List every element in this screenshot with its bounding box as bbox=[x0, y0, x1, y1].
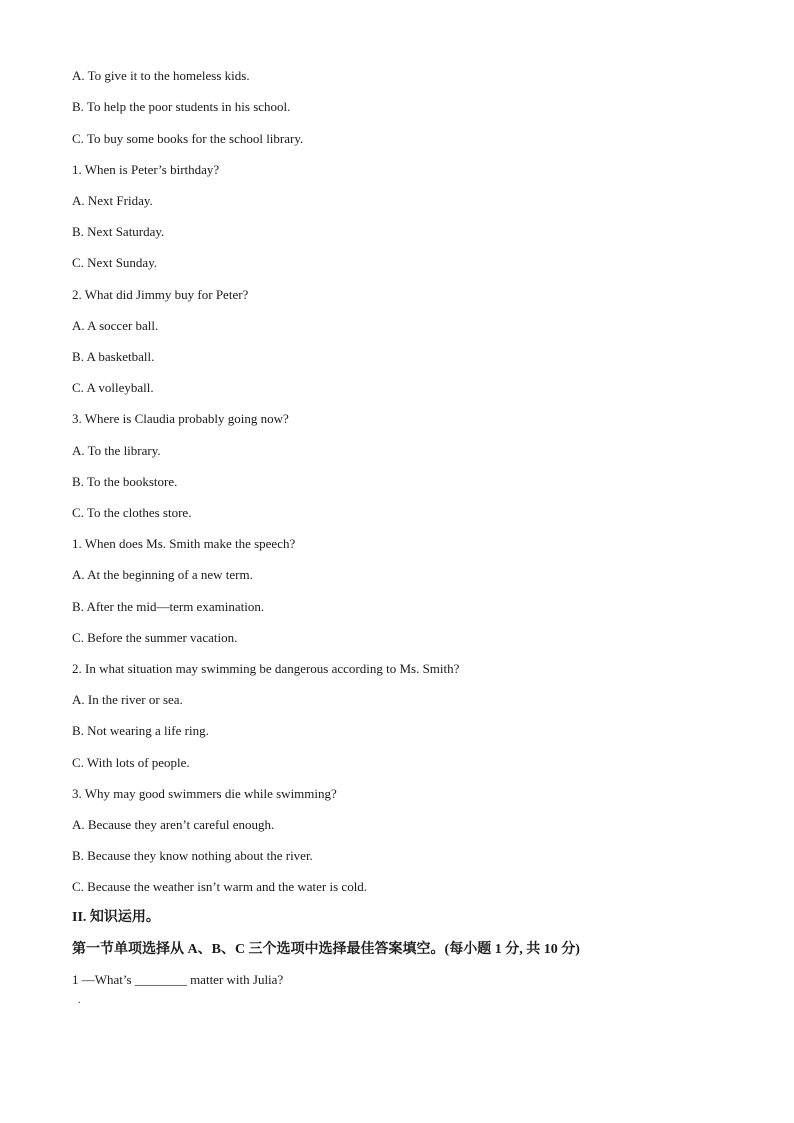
option-line: A. A soccer ball. bbox=[72, 318, 159, 333]
option-line: A. In the river or sea. bbox=[72, 692, 183, 707]
option-line: B. Next Saturday. bbox=[72, 224, 165, 239]
section-heading: II. 知识运用。 bbox=[72, 910, 160, 925]
option-line: A. Next Friday. bbox=[72, 193, 153, 208]
option-line: B. To the bookstore. bbox=[72, 474, 178, 489]
option-line: C. A volleyball. bbox=[72, 380, 154, 395]
option-line: C. To buy some books for the school library. bbox=[72, 131, 304, 146]
option-line: C. To the clothes store. bbox=[72, 505, 192, 520]
option-line: A. Because they aren’t careful enough. bbox=[72, 817, 275, 832]
question-line: 3. Where is Claudia probably going now? bbox=[72, 411, 289, 426]
question-number-dot: . bbox=[78, 995, 81, 1006]
question-line: 1. When does Ms. Smith make the speech? bbox=[72, 536, 296, 551]
option-line: C. With lots of people. bbox=[72, 755, 190, 770]
option-line: C. Before the summer vacation. bbox=[72, 630, 238, 645]
question-line: 2. In what situation may swimming be dangerous according to Ms. Smith? bbox=[72, 661, 460, 676]
question-line: 2. What did Jimmy buy for Peter? bbox=[72, 287, 249, 302]
option-line: A. To give it to the homeless kids. bbox=[72, 68, 250, 83]
question-line: 3. Why may good swimmers die while swimming? bbox=[72, 786, 337, 801]
question-line: 1. When is Peter’s birthday? bbox=[72, 162, 220, 177]
question-line: 1 —What’s ________ matter with Julia? bbox=[72, 972, 284, 987]
section-instruction: 第一节单项选择从 A、B、C 三个选项中选择最佳答案填空。(每小题 1 分, 共 10 分) bbox=[72, 942, 580, 957]
option-line: B. To help the poor students in his school. bbox=[72, 99, 291, 114]
option-line: A. To the library. bbox=[72, 443, 161, 458]
option-line: A. At the beginning of a new term. bbox=[72, 567, 253, 582]
option-line: C. Because the weather isn’t warm and the water is cold. bbox=[72, 879, 368, 894]
option-line: C. Next Sunday. bbox=[72, 255, 158, 270]
option-line: B. Because they know nothing about the river. bbox=[72, 848, 313, 863]
option-line: B. After the mid—term examination. bbox=[72, 599, 265, 614]
option-line: B. A basketball. bbox=[72, 349, 155, 364]
option-line: B. Not wearing a life ring. bbox=[72, 723, 209, 738]
